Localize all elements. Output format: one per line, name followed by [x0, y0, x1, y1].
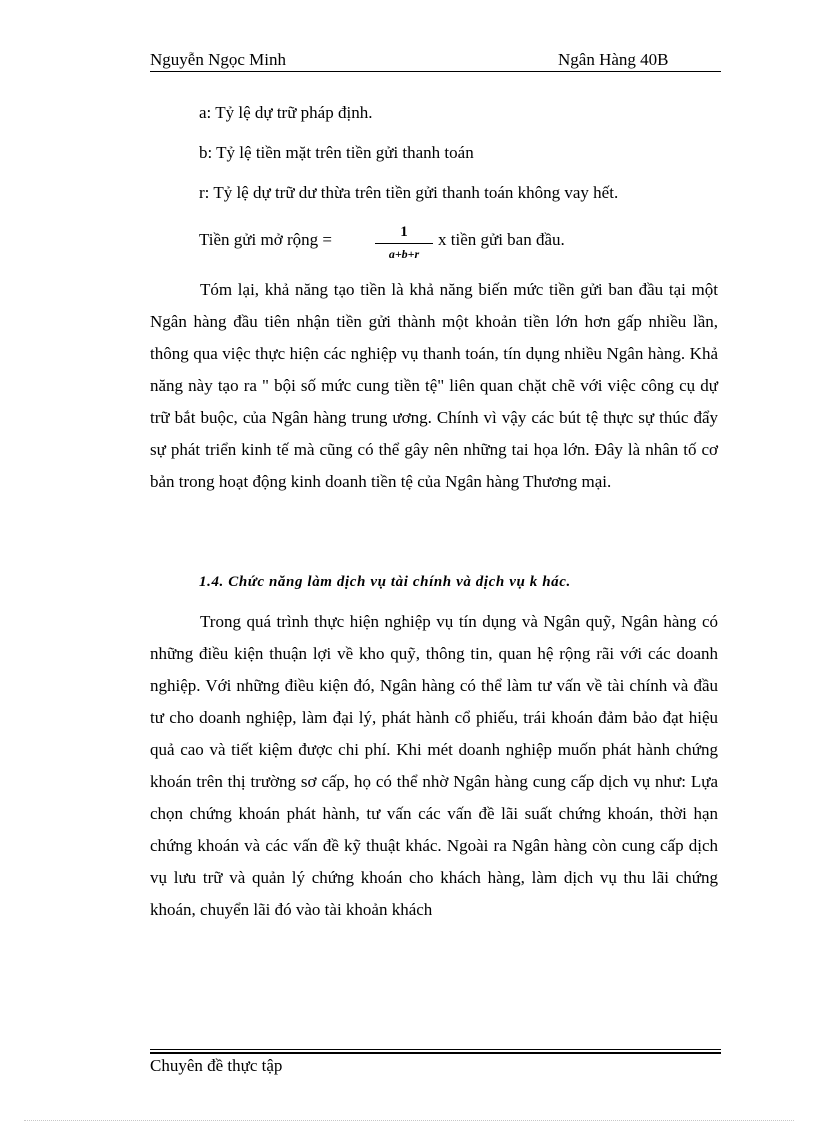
formula-denominator: a+b+r	[388, 247, 420, 261]
formula-tail: x tiền gửi ban đầu.	[438, 230, 565, 249]
header-author: Nguyễn Ngọc Minh	[150, 50, 286, 69]
paragraph-money-creation: Tóm lại, khả năng tạo tiền là khả năng biến mức tiền gửi ban đầu tại một Ngân hàng đầu tiên nhận tiền gửi thành một khoản tiền lớn hơn gấp nhiều lần, thông qua việc thực hiện các nghiệp vụ thanh toán, tín dụng nhiều Ngân hàng. Khả năng này tạo ra " bội số mức cung tiền tệ" liên quan chặt chẽ với việc công cụ dự trữ bắt buộc, của Ngân hàng trung ương. Chính vì vậy các bút tệ thực sự thúc đẩy sự phát triển kinh tế mà cũng có thể gây nên những tai họa lớn. Đây là nhân tố cơ bản trong hoạt động kinh doanh tiền tệ của Ngân hàng Thương mại.	[150, 280, 718, 491]
header-bank: Ngân Hàng 40B	[558, 50, 669, 69]
paragraph-financial-services: Trong quá trình thực hiện nghiệp vụ tín dụng và Ngân quỹ, Ngân hàng có những điều kiện thuận lợi về kho quỹ, thông tin, quan hệ rộng rãi với các doanh nghiệp. Với những điều kiện đó, Ngân hàng có thể làm tư vấn về tài chính và đầu tư cho doanh nghiệp, làm đại lý, phát hành cổ phiếu, trái khoán đảm bảo đạt hiệu quả cao và tiết kiệm được chi phí. Khi mét doanh nghiệp muốn phát hành chứng khoán trên thị trường sơ cấp, họ có thể nhờ Ngân hàng cung cấp dịch vụ như: Lựa chọn chứng khoán phát hành, tư vấn các vấn đề lãi suất chứng khoán, thời hạn chứng khoán và các vấn đề kỹ thuật khác. Ngoài ra Ngân hàng còn cung cấp dịch vụ lưu trữ và quản lý chứng khoán cho khách hàng, làm dịch vụ thu lãi chứng khoán, chuyển lãi đó vào tài khoản khách	[150, 612, 718, 919]
footer-text: Chuyên đề thực tập	[150, 1056, 283, 1075]
header-rule	[150, 71, 721, 72]
formula-fraction	[375, 224, 433, 261]
footer-rule-thick	[150, 1052, 721, 1054]
page-edge	[24, 1120, 794, 1121]
formula-label: Tiền gửi mở rộng =	[199, 230, 332, 249]
definition-r: r: Tỷ lệ dự trữ dư thừa trên tiền gửi thanh toán không vay hết.	[199, 183, 619, 202]
definition-a: a: Tỷ lệ dự trữ pháp định.	[199, 103, 373, 122]
fraction-bar	[375, 243, 433, 244]
definition-b: b: Tỷ lệ tiền mặt trên tiền gửi thanh toán	[199, 143, 474, 162]
page-header	[150, 50, 721, 72]
section-heading: 1.4. Chức năng làm dịch vụ tài chính và dịch vụ k hác.	[199, 574, 571, 590]
footer-rule-thin	[150, 1049, 721, 1050]
formula-numerator: 1	[400, 224, 408, 240]
